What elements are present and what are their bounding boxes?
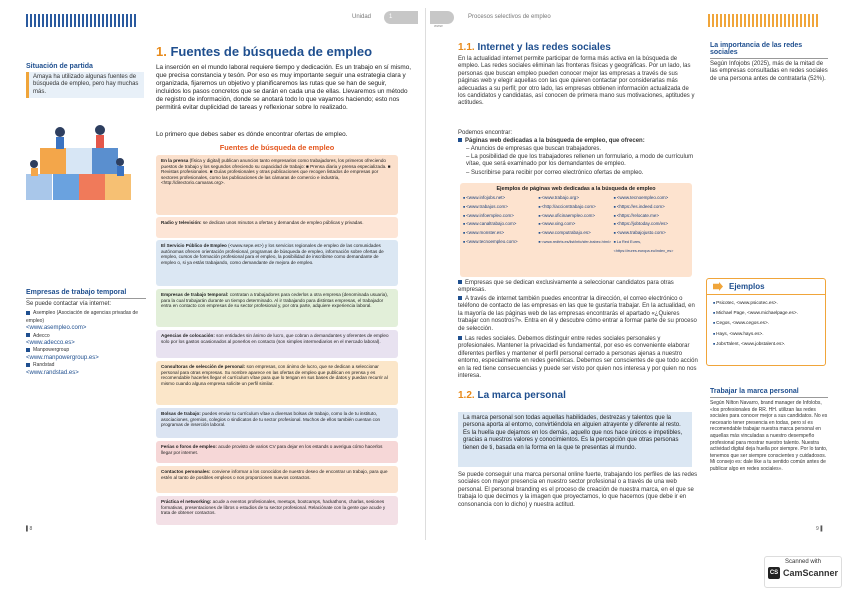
fuente-box-networking: Práctica el networking: acude a eventos profesionales, meetups, bootcamps, hackathons, charlas, sesiones formativas, presentaciones de libros o estudios de tu sector profesional. Relaciónate con la gente que acude y trata de obtener contactos.: [156, 496, 398, 525]
sidebar-redes: [710, 42, 828, 83]
ejemplo-item[interactable]: ■ Michael Page, <www.michaelpage.es>.: [713, 310, 798, 315]
camscanner-watermark: [764, 556, 842, 588]
bullet-internet-direccion: A través de internet también puedes encontrar la dirección, el correo electrónico o teléfono de contacto de las empresas en las que te gustaría trabajar. En la actualidad, en la mayoría de las páginas web de las empresas encontrarás el apartado «¿Quieres trabajar con nosotros?». Entra en él y descubre cómo entrar a formar parte de su proceso de selección.: [458, 296, 697, 332]
page-number-left: ▌8: [26, 526, 33, 532]
header-stripes-right: [708, 14, 820, 27]
example-link[interactable]: ■ <www.xing.com>: [538, 221, 575, 226]
podemos-text: Podemos encontrar:: [458, 130, 513, 136]
www-label: www: [434, 23, 443, 28]
example-link[interactable]: ■ <www.infojobs.net>: [463, 195, 505, 200]
example-link[interactable]: ■ <https://jobtoday.com/es>: [614, 221, 668, 226]
situacion-title: Situación de partida: [26, 63, 93, 70]
fuente-box-contactos: Contactos personales: conviene informar a los conocidos de nuestro deseo de encontrar un trabajo, para que estén al tanto de posibles empleos o nos proporcionen nuevos contactos.: [156, 466, 398, 493]
fuentes-table-title: Fuentes de búsqueda de empleo: [219, 143, 335, 152]
dash-item: – Suscribirse para recibir por correo electrónico ofertas de empleo.: [466, 170, 644, 176]
intro-paragraph: La inserción en el mundo laboral requiere tiempo y dedicación. Es un trabajo en sí mismo, que precisa constancia y tesón. Por eso es muy importante seguir una estrategia clara y organizada, fijaremos un objetivo y planificaremos las rutas que se han de seguir, incluidos los pasos concretos que se darán en cada una de ellas. Llevaremos un método de registro de información, donde se anotará todo lo que vayamos haciendo; esto nos permitirá evitar duplicidad de tareas y reflexionar sobre lo realizado.: [156, 64, 412, 111]
fuente-box-prensa: En la prensa (física y digital) publican anuncios tanto empresarios como trabajadores, los primeros ofreciendo puestos de trabajo y los segundos ofreciendo su capacidad de trabajo: ■ Prensa diaria y prensa especializada. ■ Revistas profesionales. ■ Guías profesionales y otras publicaciones que recogen listados de empresas por sectores profesionales, como las publicaciones de las cámaras de comercio e industria, <http://directorio.camaras.org>.: [156, 155, 398, 215]
fuente-box-radio: Radio y televisión: se dedican unos minutos a ofertas y demandas de empleo públicas y privadas.: [156, 217, 398, 238]
fuente-box-sepe: El Servicio Público de Empleo (<www.sepe.es>) y los servicios regionales de empleo de las comunidades autónomas ofrecen orientación profesional, programas de búsqueda de empleo, información sobre ofertas de empleo, cursos de formación profesional para el empleo, la posibilidad de inscribirse como demandante de empleo o, si ya estás trabajando, como demandante de mejora de empleo.: [156, 240, 398, 286]
ejemplo-item[interactable]: ■ Hays, <www.hays.es>.: [713, 331, 764, 336]
example-link[interactable]: ■ <www.oficinaempleo.com>: [538, 213, 595, 218]
examples-title: Ejemplos de páginas web dedicadas a la búsqueda de empleo: [496, 186, 656, 192]
ett-item: Adecco <www.adecco.es>: [26, 332, 75, 347]
heading-marca: 1.2. La marca personal: [458, 390, 566, 401]
heading-internet: 1.1. Internet y las redes sociales: [458, 42, 611, 53]
fuente-box-consultoras: Consultoras de selección de personal: son empresas, con ánimo de lucro, que se dedican a seleccionar personal para otras empresas. Su nombre aparece en las ofertas de empleo que publican en prensa y es recomendable hacerles llegar el currículum vítae para que lo tengan en sus bases de datos y puedan recurrir al mismo cuando alguna empresa solicite un perfil similar.: [156, 361, 398, 405]
examples-col-1: [463, 194, 538, 256]
puzzle-illustration: [20, 112, 144, 208]
marca-personal-box: La marca personal son todas aquellas habilidades, destrezas y talentos que la persona aporta al entorno, convirtiéndola en alguien atrayente y diferente al resto. Es la huella que dejamos en los demás, aquello que nos hace únicos e impetibles, gracias a nuestros valores y conocimientos. Es la percepción que otras personas tienen de ti, basada en la forma en la que te presentas al mundo.: [458, 412, 692, 467]
example-link[interactable]: ■ <www.infoempleo.com>: [463, 213, 514, 218]
fuente-box-ferias: Ferias o foros de empleo: acude provisto de varios CV para dejar en los estands o averigua cómo hacerlos llegar por internet.: [156, 441, 398, 463]
example-link[interactable]: ■ <www.trabajos.com>: [463, 204, 508, 209]
arrow-icon: [713, 282, 723, 291]
camscanner-brand: CamScanner: [782, 568, 839, 578]
fuente-box-agencias: Agencias de colocación: son entidades sin ánimo de lucro, que cobran a demandantes y oferentes de empleo solo por los gastos ocasionados al ponerlos en contacto (son simples intermediarios en el mercado laboral).: [156, 330, 398, 358]
bullet-redes-sociales: Las redes sociales. Debemos distinguir entre redes sociales personales y profesionales. Mantener la privacidad es fundamental, por eso es conveniente elaborar diferentes perfiles y mantener el perfil personal cerrado a personas ajenas a nuestro entorno, especialmente en redes genéricas. Debemos ser conscientes de que todo acción en la red tiene consecuencias y puede ser visto por quien nos interesa y por quien no nos interesa.: [458, 336, 698, 380]
sidebar-redes-title: La importancia de las redes sociales: [710, 42, 803, 56]
example-link[interactable]: ■ <https://es.indeed.com>: [614, 204, 665, 209]
marca-paragraph: Se puede conseguir una marca personal online fuerte, trabajando los perfiles de las redes sociales con mayor presencia en nuestro sector profesional o a través de una web personal. El personal branding es el proceso de creación de nuestra marca, en el que se trabaja lo que decimos y la imagen que proyectamos, lo que hacemos (que debe ir en consonancia con lo dicho) y nuestra actitud.: [458, 472, 698, 508]
sidebar-marca: [710, 388, 828, 473]
left-page: [8, 8, 426, 540]
bullet-paginas-web: Páginas web dedicadas a la búsqueda de empleo, que ofrecen:: [458, 138, 698, 145]
ejemplo-item[interactable]: ■ Cegos, <www.cegos.es>.: [713, 320, 769, 325]
ett-title: Empresas de trabajo temporal: [26, 289, 127, 296]
ejemplos-title: Ejemplos: [707, 279, 825, 295]
example-link[interactable]: ■ La Red Eures, <https://eures.europa.eu/index_es>: [614, 240, 674, 253]
sidebar-marca-text: Según Nilton Navarro, brand manager de Infolobs, «los profesionales de RR. HH. utilizan las redes sociales para conocer mejor a sus candidatos. No es necesario tener presencia en todas, pero sí es recomendable trabajar nuestra marca personal en aquellas más vinculadas a nuestro desempeño profesional para mostrar nuestro talento. Nuestra actividad digital deja huella por siempre. Por lo tanto, tenemos que ser siempre conscientes y cuidadosos. Mi consejo es: dale like a tu sentido común antes de publicar algo en redes sociales».: [710, 400, 828, 472]
unidad-label: Unidad: [352, 14, 372, 20]
sidebar-marca-title: Trabajar la marca personal: [710, 388, 799, 395]
ejemplo-item[interactable]: ■ Psicotec, <www.psicotec.es>.: [713, 300, 778, 305]
right-page: [426, 8, 840, 540]
example-link[interactable]: ■ <http://accionttrabajo.com>: [538, 204, 595, 209]
situacion-text: Amaya ha utilizado algunas fuentes de búsqueda de empleo, pero hay muchas más.: [26, 72, 144, 98]
example-link[interactable]: ■ <www.tecnoempleo.com>: [614, 195, 669, 200]
intro-paragraph-2: Lo primero que debes saber es dónde encontrar ofertas de empleo.: [156, 131, 348, 138]
ett-item: Asempleo (Asociación de agencias privadas de empleo) <www.asempleo.com>: [26, 310, 139, 332]
dash-item: – Anuncios de empresas que buscan trabajadores.: [466, 146, 602, 152]
header-stripes: [26, 14, 138, 27]
example-link[interactable]: ■ <https://relocate.me>: [614, 213, 659, 218]
example-link[interactable]: ■ <www.canaltrabajo.com>: [463, 221, 516, 226]
examples-websites-box: [460, 183, 692, 277]
scanned-with-text: Scanned with: [784, 559, 822, 565]
example-link[interactable]: ■ <www.trabajojusto.com>: [614, 230, 666, 235]
camscanner-logo-icon: CS: [768, 567, 780, 579]
page-number-right: 9▐: [816, 526, 823, 532]
example-link[interactable]: ■ <www.tecnoempleo.com>: [463, 239, 518, 244]
ejemplos-box: [706, 278, 826, 366]
example-link[interactable]: ■ <www.monster.es>: [463, 230, 504, 235]
fuente-box-ett: Empresas de trabajo temporal: contratan a trabajadores para cederlos a otra empresa (denominada usuaria), para la cual trabajarán durante un tiempo determinado. Al ir trabajando para distintas empresas, el trabajador entra en contacto con empresas de su sector profesional y, por otra parte, adquiere experiencia laboral.: [156, 289, 398, 327]
internet-paragraph: En la actualidad internet permite participar de forma más activa en la búsqueda de empleo. Las redes sociales eliminan las fronteras físicas y geográficas. Por un lado, las personas que buscan empleo pueden conocer mejor las empresas a través de sus páginas web y elegir aquellas con las que quieren contactar por considerarlas más adecuadas a su perfil; por otro lado, las empresas obtienen información actualizada de los candidatos y candidatas, así conocen de primera mano sus motivaciones, aptitudes y actitudes.: [458, 56, 695, 107]
ejemplo-item[interactable]: ■ JobsTalent, <www.jobstalent.es>.: [713, 341, 785, 346]
examples-col-3: [614, 194, 689, 256]
fuente-box-bolsas: Bolsas de trabajo: puedes enviar tu currículum vítae a diversas bolsas de trabajo, como la de tu instituto, asociaciones, gremios, colegios o sindicatos de tu sector profesional. Muchos de ellos también cuentan con programas de inserción laboral.: [156, 408, 398, 438]
ett-intro: Se puede contactar vía internet:: [26, 301, 112, 307]
ett-item: Manpowergroup <www.manpowergroup.es>: [26, 347, 99, 361]
section-running-title: Procesos selectivos de empleo: [468, 14, 551, 20]
example-link[interactable]: ■ <www.computrabajo.es>: [538, 230, 590, 235]
situacion-partida: [26, 63, 144, 98]
section-heading: 1. Fuentes de búsqueda de empleo: [156, 44, 373, 59]
unidad-badge: 1: [384, 11, 418, 24]
ett-item: Randstad <www.randstad.es>: [26, 362, 79, 376]
sidebar-redes-text: Según Infojobs (2025), más de la mitad de las empresas consultadas en redes sociales de una persona antes de contratarla (52%).: [710, 61, 828, 82]
example-link[interactable]: ■ <www.redtrts.es/list/info/sfer-trabec.html>: [538, 240, 611, 244]
example-link[interactable]: ■ <www.trabajo.org>: [538, 195, 579, 200]
examples-col-2: [538, 194, 613, 256]
dash-item: – La posibilidad de que los trabajadores rellenen un formulario, a modo de currículum vítae, que será examinado por los demandantes de empleo.: [466, 154, 694, 168]
ett-sidebar: [26, 289, 146, 377]
bullet-empresas: Empresas que se dedican exclusivamente a seleccionar candidatos para otras empresas.: [458, 280, 674, 294]
